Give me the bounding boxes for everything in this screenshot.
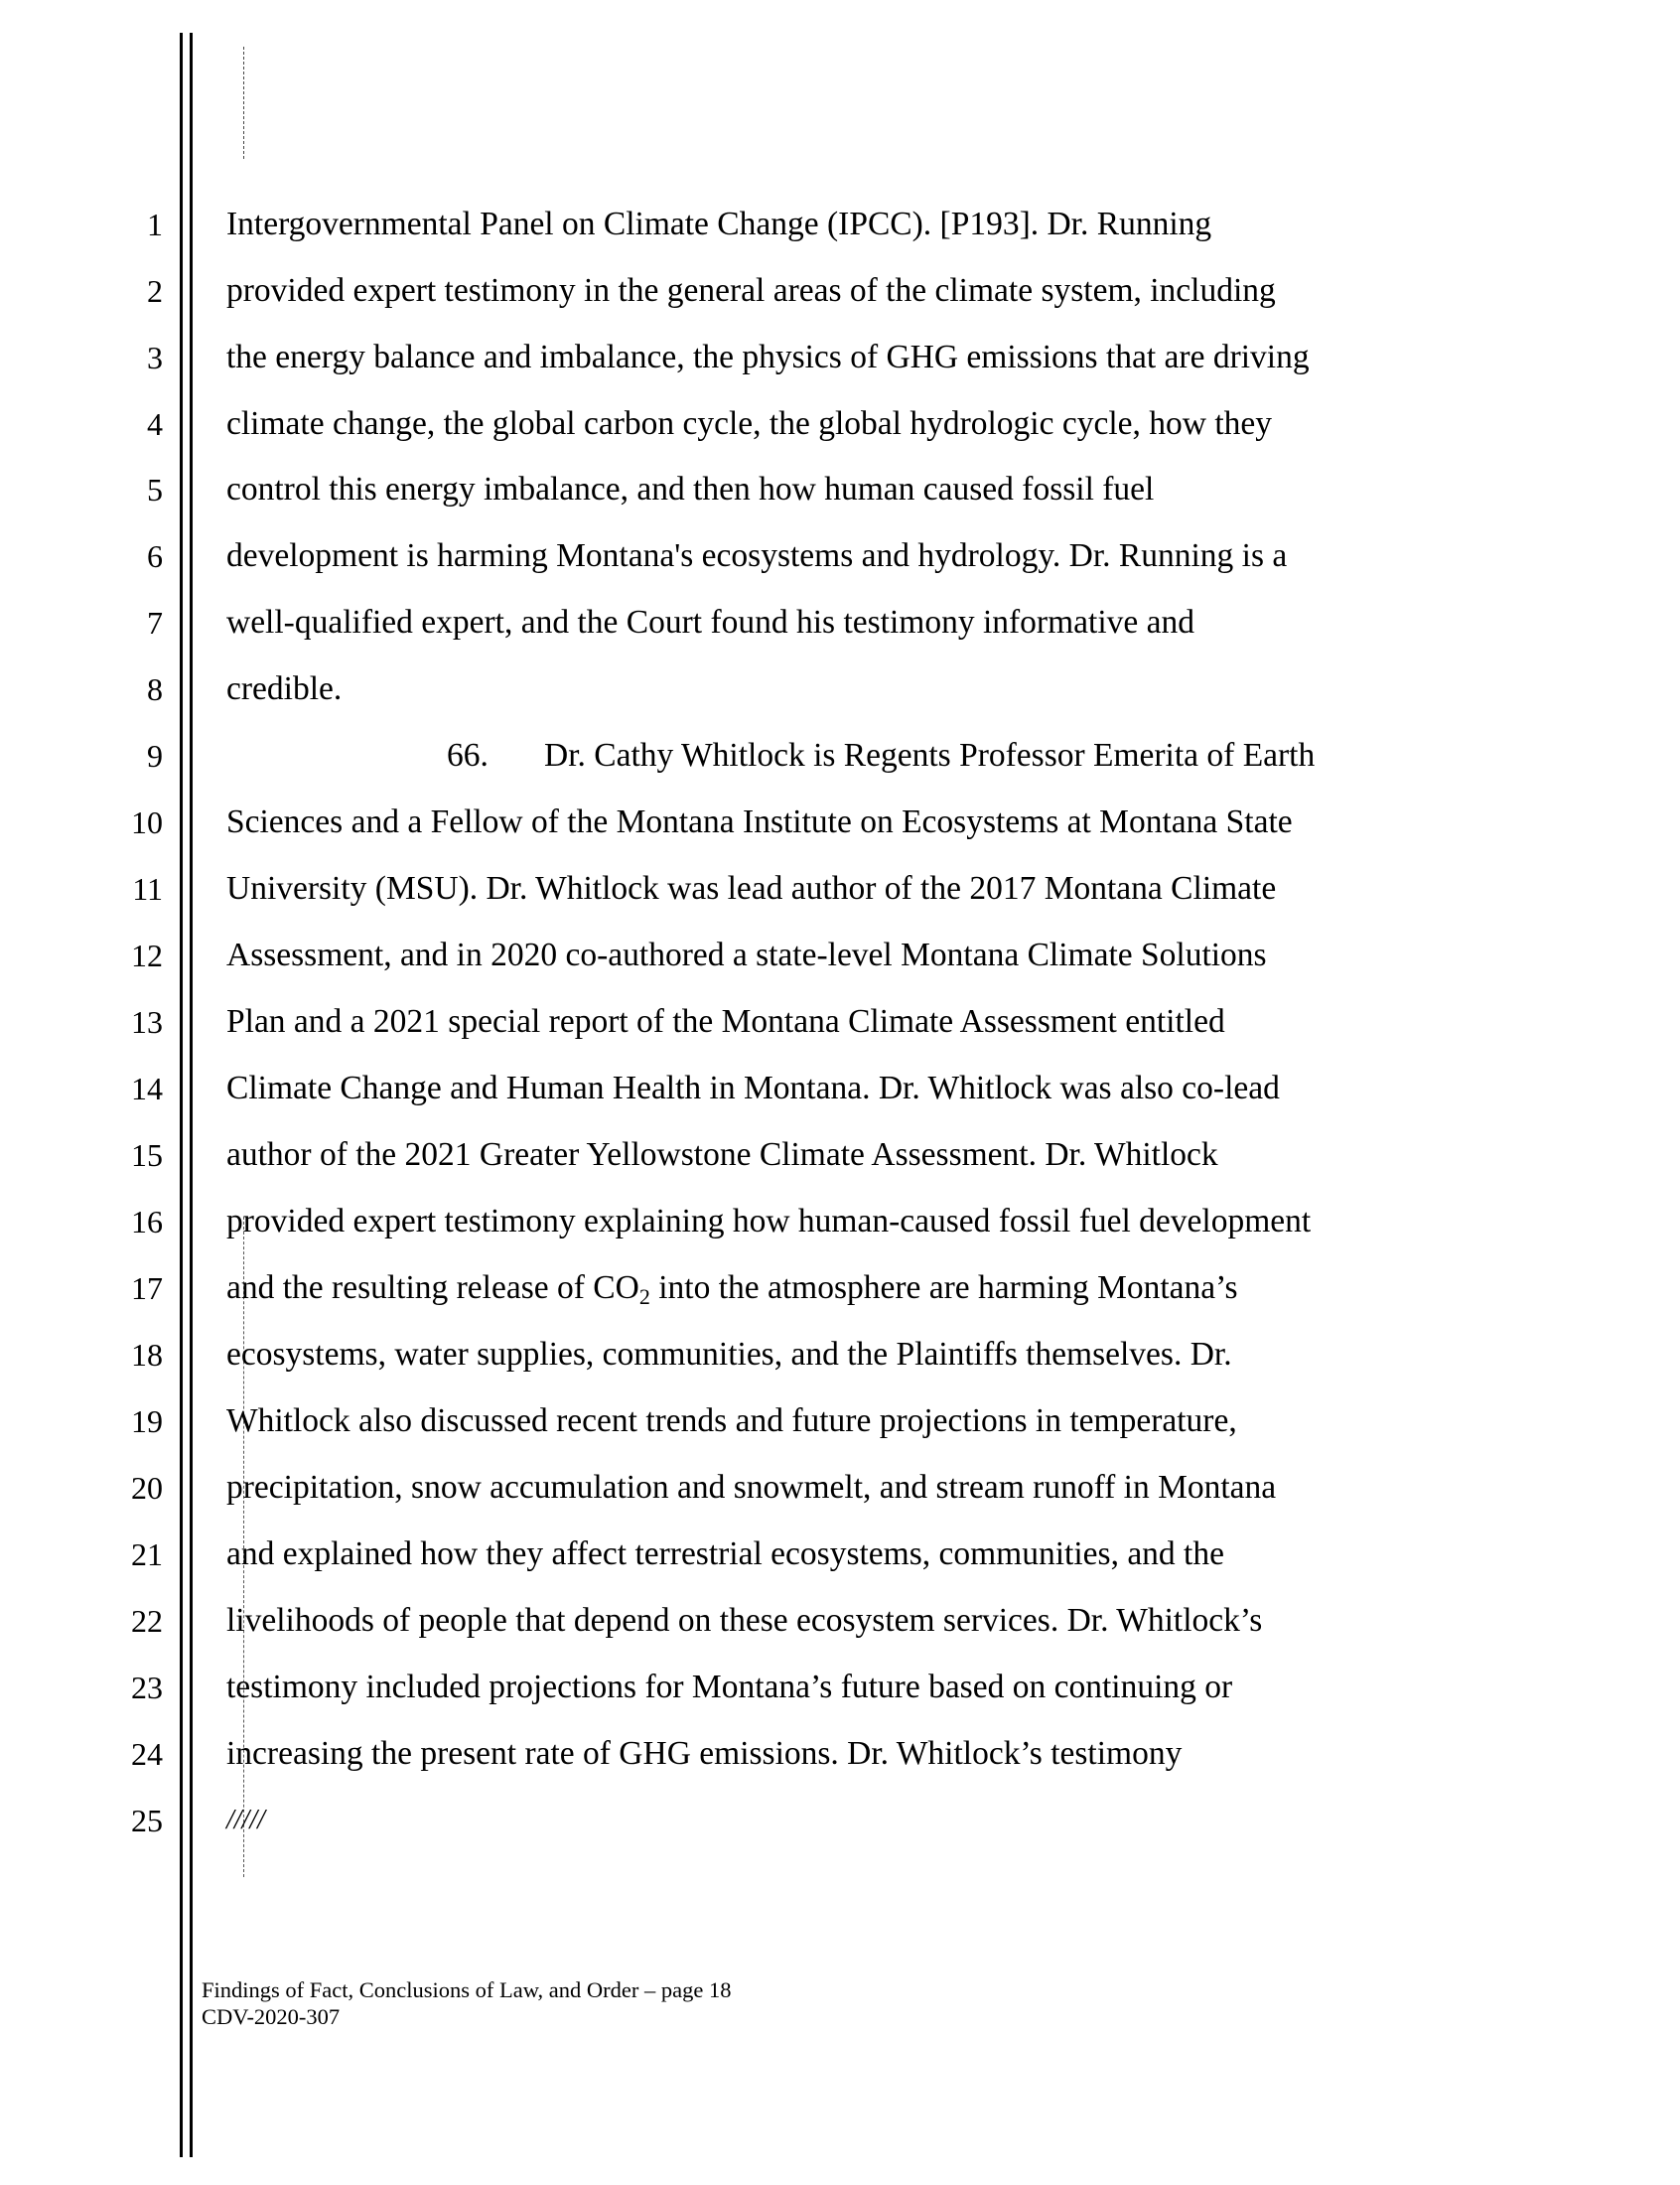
body-line: well-qualified expert, and the Court found his testimony informative and xyxy=(226,604,1194,641)
body-line-tail: into the atmosphere are harming Montana’s xyxy=(649,1269,1238,1306)
line-number: 21 xyxy=(131,1536,163,1572)
body-line: and explained how they affect terrestrial ecosystems, communities, and the xyxy=(226,1535,1224,1572)
body-line: provided expert testimony explaining how human-caused fossil fuel development xyxy=(226,1203,1312,1239)
body-line: testimony included projections for Montana’s future based on continuing or xyxy=(226,1669,1233,1705)
body-line: Assessment, and in 2020 co-authored a state-level Montana Climate Solutions xyxy=(226,937,1267,973)
line-number: 25 xyxy=(131,1803,163,1838)
line-number: 4 xyxy=(147,406,163,442)
subscript: 2 xyxy=(638,1284,650,1309)
line-number: 14 xyxy=(131,1071,163,1106)
line-number: 2 xyxy=(147,273,163,309)
body-line: livelihoods of people that depend on these ecosystem services. Dr. Whitlock’s xyxy=(226,1602,1263,1639)
body-line: credible. xyxy=(226,670,343,707)
line-number: 22 xyxy=(131,1603,163,1639)
body-line: Plan and a 2021 special report of the Montana Climate Assessment entitled xyxy=(226,1003,1225,1040)
scan-artifact-top xyxy=(243,47,244,159)
continuation-marker: ///// xyxy=(226,1805,265,1835)
paragraph-number: 66. xyxy=(447,737,489,774)
body-line: Climate Change and Human Health in Montana. Dr. Whitlock was also co-lead xyxy=(226,1070,1280,1106)
margin-rule-right xyxy=(190,33,193,2157)
line-number: 23 xyxy=(131,1670,163,1705)
line-number: 17 xyxy=(131,1270,163,1306)
line-number: 18 xyxy=(131,1337,163,1373)
body-line: Dr. Cathy Whitlock is Regents Professor Emerita of Earth xyxy=(544,737,1316,774)
body-line-co2 xyxy=(226,1268,1238,1308)
body-line: Whitlock also discussed recent trends and future projections in temperature, xyxy=(226,1402,1237,1439)
body-line: provided expert testimony in the general areas of the climate system, including xyxy=(226,272,1276,309)
body-line: precipitation, snow accumulation and snowmelt, and stream runoff in Montana xyxy=(226,1469,1277,1506)
body-line: the energy balance and imbalance, the physics of GHG emissions that are driving xyxy=(226,339,1310,375)
body-line: University (MSU). Dr. Whitlock was lead author of the 2017 Montana Climate xyxy=(226,870,1277,907)
case-number: CDV-2020-307 xyxy=(202,2004,341,2029)
line-number: 7 xyxy=(147,605,163,641)
line-number: 16 xyxy=(131,1204,163,1239)
body-line-head: and the resulting release of CO xyxy=(226,1269,639,1306)
line-number: 20 xyxy=(131,1470,163,1506)
line-number: 3 xyxy=(147,340,163,375)
line-number: 19 xyxy=(131,1403,163,1439)
line-number: 8 xyxy=(147,671,163,707)
page-footer xyxy=(202,1976,731,2030)
body-line: author of the 2021 Greater Yellowstone Climate Assessment. Dr. Whitlock xyxy=(226,1136,1218,1173)
body-line: increasing the present rate of GHG emissions. Dr. Whitlock’s testimony xyxy=(226,1735,1183,1772)
margin-rule-left xyxy=(180,33,183,2157)
body-line: control this energy imbalance, and then how human caused fossil fuel xyxy=(226,471,1155,508)
line-number: 10 xyxy=(131,804,163,840)
line-number: 1 xyxy=(147,207,163,242)
footer-title: Findings of Fact, Conclusions of Law, and Order – page 18 xyxy=(202,1977,732,2002)
line-number: 15 xyxy=(131,1137,163,1173)
line-number: 11 xyxy=(132,871,163,907)
line-number: 5 xyxy=(147,472,163,508)
line-number: 12 xyxy=(131,938,163,973)
body-line: development is harming Montana's ecosystems and hydrology. Dr. Running is a xyxy=(226,537,1288,574)
line-number: 24 xyxy=(131,1736,163,1772)
body-line: Sciences and a Fellow of the Montana Institute on Ecosystems at Montana State xyxy=(226,803,1293,840)
body-line: Intergovernmental Panel on Climate Change (IPCC). [P193]. Dr. Running xyxy=(226,206,1212,242)
body-line: ecosystems, water supplies, communities, and the Plaintiffs themselves. Dr. xyxy=(226,1336,1232,1373)
line-number: 6 xyxy=(147,538,163,574)
line-number: 9 xyxy=(147,738,163,774)
body-line: climate change, the global carbon cycle, the global hydrologic cycle, how they xyxy=(226,405,1272,442)
line-number: 13 xyxy=(131,1004,163,1040)
